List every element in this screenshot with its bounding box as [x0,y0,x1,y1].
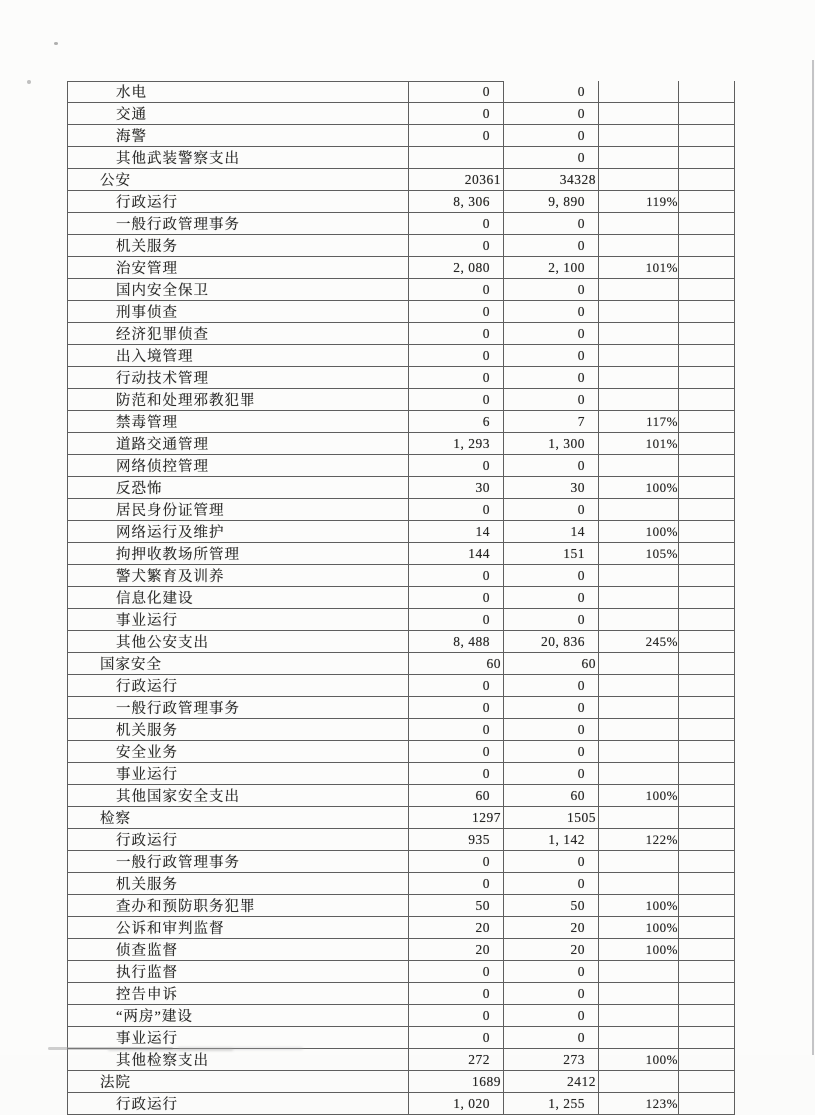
row-blank-cell [679,807,735,829]
row-value-1: 0 [409,763,504,785]
row-value-1: 60 [409,653,504,675]
row-value-1: 2, 080 [409,257,504,279]
row-percent [599,983,679,1005]
row-value-2: 273 [504,1049,599,1071]
row-percent: 100% [599,939,679,961]
row-value-1: 8, 488 [409,631,504,653]
scan-smudge [48,1047,173,1050]
scan-edge-line [812,60,814,1055]
row-label: 控告申诉 [68,983,409,1005]
row-percent [599,851,679,873]
row-value-1: 20 [409,917,504,939]
row-value-2: 0 [504,961,599,983]
row-value-1: 0 [409,389,504,411]
row-value-1: 272 [409,1049,504,1071]
table-row [68,565,735,587]
row-percent [599,323,679,345]
row-percent [599,961,679,983]
table-row [68,829,735,851]
row-label: 事业运行 [68,609,409,631]
row-label: 警犬繁育及训养 [68,565,409,587]
row-value-2: 0 [504,1027,599,1049]
row-value-2: 0 [504,147,599,169]
row-percent: 119% [599,191,679,213]
row-value-2: 151 [504,543,599,565]
row-percent [599,279,679,301]
row-value-2: 14 [504,521,599,543]
row-value-2: 1, 142 [504,829,599,851]
row-value-1: 0 [409,103,504,125]
row-label: 机关服务 [68,873,409,895]
table-row [68,983,735,1005]
row-value-2: 0 [504,873,599,895]
row-value-1 [409,147,504,169]
row-value-1: 1, 020 [409,1093,504,1115]
table-row [68,873,735,895]
row-percent [599,455,679,477]
row-value-1: 1297 [409,807,504,829]
row-percent: 100% [599,521,679,543]
row-value-2: 0 [504,741,599,763]
row-value-2: 0 [504,323,599,345]
row-percent [599,763,679,785]
row-value-2: 7 [504,411,599,433]
row-blank-cell [679,499,735,521]
row-value-1: 0 [409,697,504,719]
row-blank-cell [679,81,735,103]
row-percent [599,345,679,367]
row-value-2: 0 [504,103,599,125]
row-value-1: 0 [409,675,504,697]
table-row [68,411,735,433]
row-value-1: 0 [409,499,504,521]
row-percent: 101% [599,433,679,455]
row-value-2: 0 [504,763,599,785]
table-row [68,807,735,829]
row-value-2: 2, 100 [504,257,599,279]
row-blank-cell [679,763,735,785]
table-row [68,279,735,301]
row-value-1: 0 [409,455,504,477]
row-value-2: 1505 [504,807,599,829]
row-label: 居民身份证管理 [68,499,409,521]
row-percent [599,1071,679,1093]
row-percent [599,301,679,323]
row-label: 一般行政管理事务 [68,851,409,873]
row-label: 治安管理 [68,257,409,279]
row-blank-cell [679,1093,735,1115]
row-label: 机关服务 [68,719,409,741]
row-blank-cell [679,521,735,543]
row-value-1: 0 [409,81,504,103]
row-label: 网络侦控管理 [68,455,409,477]
row-label: 行政运行 [68,675,409,697]
row-percent: 100% [599,895,679,917]
row-percent [599,81,679,103]
row-percent [599,675,679,697]
row-value-1: 60 [409,785,504,807]
row-blank-cell [679,235,735,257]
row-value-1: 0 [409,1005,504,1027]
row-blank-cell [679,345,735,367]
row-label: 执行监督 [68,961,409,983]
row-percent [599,235,679,257]
row-blank-cell [679,895,735,917]
row-blank-cell [679,411,735,433]
row-value-2: 0 [504,367,599,389]
row-value-2: 0 [504,697,599,719]
row-value-2: 1, 255 [504,1093,599,1115]
table-row [68,81,735,103]
row-label: 其他武装警察支出 [68,147,409,169]
row-label: 拘押收教场所管理 [68,543,409,565]
row-percent [599,213,679,235]
row-blank-cell [679,367,735,389]
table-row [68,697,735,719]
row-percent [599,609,679,631]
table-row [68,433,735,455]
row-blank-cell [679,829,735,851]
row-label: 防范和处理邪教犯罪 [68,389,409,411]
row-value-1: 6 [409,411,504,433]
table-row [68,763,735,785]
row-percent: 100% [599,917,679,939]
table-row [68,587,735,609]
table-row [68,213,735,235]
row-label: 道路交通管理 [68,433,409,455]
row-blank-cell [679,697,735,719]
row-value-1: 0 [409,235,504,257]
row-value-2: 20 [504,939,599,961]
row-value-1: 20361 [409,169,504,191]
row-value-1: 0 [409,323,504,345]
row-percent: 245% [599,631,679,653]
row-label: 其他公安支出 [68,631,409,653]
table-row [68,1071,735,1093]
row-value-2: 0 [504,279,599,301]
row-blank-cell [679,455,735,477]
table-row [68,741,735,763]
row-blank-cell [679,1071,735,1093]
row-value-2: 0 [504,609,599,631]
row-blank-cell [679,939,735,961]
row-label: 刑事侦查 [68,301,409,323]
row-label: 禁毒管理 [68,411,409,433]
table-row [68,389,735,411]
row-value-1: 0 [409,873,504,895]
row-label: 水电 [68,81,409,103]
table-row [68,917,735,939]
row-value-1: 0 [409,587,504,609]
row-value-2: 0 [504,81,599,103]
row-value-2: 20 [504,917,599,939]
row-percent [599,367,679,389]
row-label: 公诉和审判监督 [68,917,409,939]
table-row [68,851,735,873]
row-blank-cell [679,1049,735,1071]
row-percent [599,1027,679,1049]
row-label: 出入境管理 [68,345,409,367]
row-blank-cell [679,213,735,235]
row-blank-cell [679,851,735,873]
row-percent: 100% [599,785,679,807]
row-value-2: 60 [504,785,599,807]
row-label: 行政运行 [68,1093,409,1115]
row-value-1: 0 [409,213,504,235]
row-label: 事业运行 [68,1027,409,1049]
row-value-1: 0 [409,719,504,741]
row-percent [599,807,679,829]
table-row [68,345,735,367]
row-value-1: 50 [409,895,504,917]
row-label: 事业运行 [68,763,409,785]
row-percent [599,147,679,169]
row-value-2: 0 [504,301,599,323]
table-row [68,543,735,565]
row-blank-cell [679,323,735,345]
row-blank-cell [679,873,735,895]
table-row [68,455,735,477]
row-label: 检察 [68,807,409,829]
row-blank-cell [679,1005,735,1027]
row-percent [599,1005,679,1027]
row-percent [599,653,679,675]
table-partial-top-border [67,81,504,82]
row-value-2: 0 [504,235,599,257]
scan-speck [54,42,58,45]
table-row [68,301,735,323]
row-value-1: 0 [409,741,504,763]
row-blank-cell [679,191,735,213]
row-percent [599,587,679,609]
table-row [68,719,735,741]
row-label: 一般行政管理事务 [68,697,409,719]
row-percent [599,169,679,191]
row-label: 侦查监督 [68,939,409,961]
row-blank-cell [679,961,735,983]
row-value-2: 0 [504,455,599,477]
row-percent: 101% [599,257,679,279]
row-percent [599,103,679,125]
row-blank-cell [679,279,735,301]
row-value-2: 34328 [504,169,599,191]
row-value-2: 60 [504,653,599,675]
row-value-1: 1689 [409,1071,504,1093]
row-label: 交通 [68,103,409,125]
row-value-2: 9, 890 [504,191,599,213]
table-row [68,367,735,389]
row-label: 法院 [68,1071,409,1093]
table-row [68,323,735,345]
table-row [68,1093,735,1115]
table-row [68,961,735,983]
row-percent [599,697,679,719]
row-blank-cell [679,631,735,653]
row-blank-cell [679,125,735,147]
table-row [68,631,735,653]
row-percent: 100% [599,1049,679,1071]
table-row [68,653,735,675]
row-label: 行政运行 [68,191,409,213]
row-value-2: 1, 300 [504,433,599,455]
row-percent [599,873,679,895]
row-value-1: 0 [409,279,504,301]
row-blank-cell [679,565,735,587]
row-value-1: 1, 293 [409,433,504,455]
row-label: 经济犯罪侦查 [68,323,409,345]
row-value-2: 0 [504,851,599,873]
table-row [68,1005,735,1027]
row-value-1: 0 [409,345,504,367]
row-percent: 100% [599,477,679,499]
row-blank-cell [679,653,735,675]
row-value-1: 144 [409,543,504,565]
table-row [68,235,735,257]
row-value-2: 0 [504,389,599,411]
row-blank-cell [679,543,735,565]
row-blank-cell [679,433,735,455]
table-row [68,125,735,147]
row-percent: 122% [599,829,679,851]
row-label: 反恐怖 [68,477,409,499]
row-value-2: 2412 [504,1071,599,1093]
row-label: 公安 [68,169,409,191]
row-value-1: 0 [409,609,504,631]
row-value-2: 0 [504,213,599,235]
row-value-1: 0 [409,565,504,587]
row-value-2: 50 [504,895,599,917]
row-label: 海警 [68,125,409,147]
budget-table-container [67,81,735,1115]
row-percent: 123% [599,1093,679,1115]
table-row [68,191,735,213]
row-label: 机关服务 [68,235,409,257]
row-label: “两房”建设 [68,1005,409,1027]
table-row [68,675,735,697]
table-row [68,939,735,961]
row-value-2: 20, 836 [504,631,599,653]
row-blank-cell [679,389,735,411]
budget-table [67,81,735,1115]
row-value-2: 0 [504,675,599,697]
row-value-2: 0 [504,499,599,521]
table-row [68,1027,735,1049]
row-value-2: 0 [504,1005,599,1027]
row-value-1: 0 [409,367,504,389]
row-label: 国内安全保卫 [68,279,409,301]
row-blank-cell [679,983,735,1005]
row-blank-cell [679,301,735,323]
row-percent [599,741,679,763]
row-value-1: 30 [409,477,504,499]
row-label: 其他检察支出 [68,1049,409,1071]
row-blank-cell [679,169,735,191]
table-row [68,257,735,279]
row-blank-cell [679,609,735,631]
row-label: 行政运行 [68,829,409,851]
row-value-1: 8, 306 [409,191,504,213]
row-blank-cell [679,785,735,807]
table-row [68,785,735,807]
row-percent [599,389,679,411]
row-label: 行动技术管理 [68,367,409,389]
table-row [68,477,735,499]
row-label: 其他国家安全支出 [68,785,409,807]
row-blank-cell [679,719,735,741]
row-percent [599,565,679,587]
row-value-2: 0 [504,983,599,1005]
table-row [68,103,735,125]
row-blank-cell [679,1027,735,1049]
row-blank-cell [679,147,735,169]
row-percent [599,499,679,521]
row-value-1: 0 [409,1027,504,1049]
scan-speck [27,80,31,84]
table-row [68,521,735,543]
table-row [68,609,735,631]
row-value-2: 0 [504,125,599,147]
row-value-1: 935 [409,829,504,851]
row-value-1: 0 [409,125,504,147]
row-label: 安全业务 [68,741,409,763]
row-value-2: 0 [504,345,599,367]
row-value-2: 30 [504,477,599,499]
row-value-2: 0 [504,587,599,609]
table-row [68,147,735,169]
row-blank-cell [679,741,735,763]
row-value-2: 0 [504,719,599,741]
row-value-1: 20 [409,939,504,961]
row-value-1: 0 [409,983,504,1005]
row-value-1: 0 [409,961,504,983]
row-percent [599,125,679,147]
row-blank-cell [679,477,735,499]
row-value-1: 14 [409,521,504,543]
row-blank-cell [679,103,735,125]
row-blank-cell [679,257,735,279]
table-row [68,499,735,521]
row-label: 一般行政管理事务 [68,213,409,235]
row-blank-cell [679,587,735,609]
row-percent: 117% [599,411,679,433]
row-label: 信息化建设 [68,587,409,609]
table-row [68,1049,735,1071]
row-value-1: 0 [409,851,504,873]
row-value-1: 0 [409,301,504,323]
table-row [68,169,735,191]
row-label: 国家安全 [68,653,409,675]
row-label: 网络运行及维护 [68,521,409,543]
row-label: 查办和预防职务犯罪 [68,895,409,917]
row-percent: 105% [599,543,679,565]
row-value-2: 0 [504,565,599,587]
row-blank-cell [679,675,735,697]
table-row [68,895,735,917]
row-percent [599,719,679,741]
row-blank-cell [679,917,735,939]
